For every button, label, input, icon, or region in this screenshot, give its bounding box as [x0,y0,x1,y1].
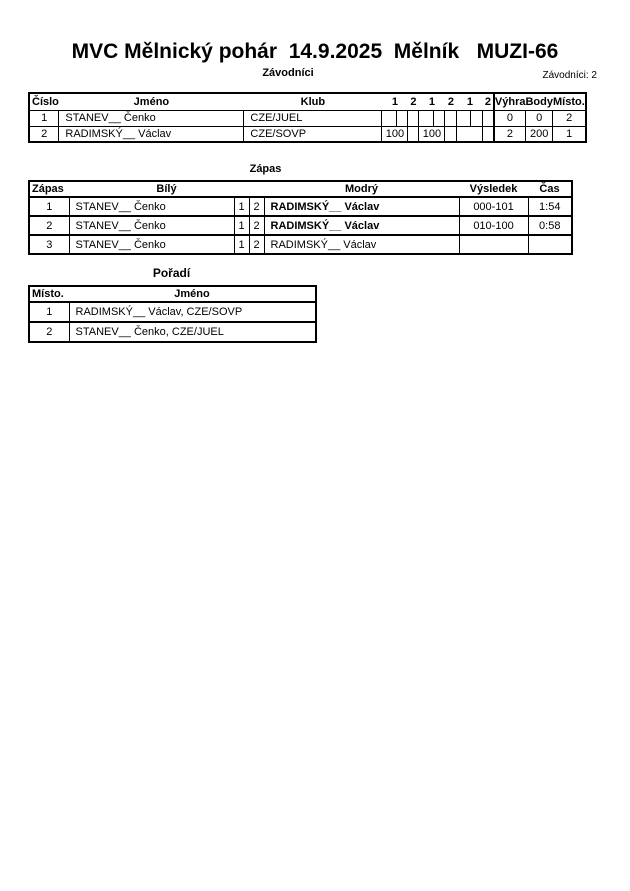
col-place: Místo. [29,286,69,302]
col-name: Jméno [59,93,244,110]
score-cell [408,110,419,126]
competitor-place: 1 [553,126,586,142]
white-competitor: STANEV__ Čenko [69,197,234,216]
match-number: 3 [29,235,69,254]
col-result: Výsledek [459,181,528,197]
match-time [528,235,572,254]
match-time: 0:58 [528,216,572,235]
standing-name: RADIMSKÝ__ Václav, CZE/SOVP [69,302,316,322]
blue-competitor: RADIMSKÝ__ Václav [264,235,459,254]
competitors-table [28,92,587,143]
col-place: Místo. [553,93,586,110]
competitors-count: Závodníci: 2 [542,70,597,81]
col-round-1: 1 [382,93,408,110]
marker-2: 2 [249,216,264,235]
score-cell [445,110,457,126]
matches-table [28,180,573,255]
col-blue: Modrý [264,181,459,197]
col-name: Jméno [69,286,316,302]
match-row [29,197,572,216]
col-white: Bílý [69,181,264,197]
standing-name: STANEV__ Čenko, CZE/JUEL [69,322,316,342]
score-cell [419,110,434,126]
matches-header-row [29,181,572,197]
score-cell [457,110,471,126]
score-cell [382,110,397,126]
marker-1: 1 [234,197,249,216]
marker-2: 2 [249,197,264,216]
score-cell [457,126,483,142]
competitor-name: STANEV__ Čenko [59,110,244,126]
competitor-place: 2 [553,110,586,126]
standing-place: 2 [29,322,69,342]
score-cell: 100 [382,126,408,142]
competitor-club: CZE/JUEL [244,110,382,126]
score-cell [445,126,457,142]
score-cell [408,126,419,142]
match-number: 2 [29,216,69,235]
match-time: 1:54 [528,197,572,216]
score-cell [397,110,408,126]
col-round-4: 2 [445,93,457,110]
match-result [459,235,528,254]
white-competitor: STANEV__ Čenko [69,216,234,235]
score-cell: 100 [419,126,445,142]
standings-section-title: Pořadí [152,266,191,280]
score-cell [434,110,445,126]
standings-header-row [29,286,316,302]
col-time: Čas [528,181,572,197]
marker-2: 2 [249,235,264,254]
competitor-row [29,110,586,126]
competitor-name: RADIMSKÝ__ Václav [59,126,244,142]
match-number: 1 [29,197,69,216]
score-cell [471,110,483,126]
competitor-points: 200 [525,126,553,142]
match-result: 010-100 [459,216,528,235]
col-round-3: 1 [419,93,445,110]
page-title: MVC Mělnický pohár 14.9.2025 Mělník MUZI-66 [71,40,559,63]
competitor-number: 1 [29,110,59,126]
match-row [29,216,572,235]
matches-section-title: Zápas [249,163,282,175]
standings-table [28,285,317,343]
score-cell [483,126,494,142]
match-result: 000-101 [459,197,528,216]
blue-competitor: RADIMSKÝ__ Václav [264,216,459,235]
marker-1: 1 [234,235,249,254]
col-club: Klub [244,93,382,110]
col-match: Zápas [29,181,69,197]
competitor-club: CZE/SOVP [244,126,382,142]
standing-place: 1 [29,302,69,322]
standing-row [29,302,316,322]
competitor-number: 2 [29,126,59,142]
competitors-header-row [29,93,586,110]
competitors-section-title: Závodníci [262,67,314,79]
competitor-row [29,126,586,142]
competitor-wins: 2 [494,126,526,142]
standing-row [29,322,316,342]
col-number: Číslo [29,93,59,110]
blue-competitor: RADIMSKÝ__ Václav [264,197,459,216]
col-round-5: 1 [457,93,483,110]
col-points: Body [525,93,553,110]
white-competitor: STANEV__ Čenko [69,235,234,254]
score-cell [483,110,494,126]
col-round-6: 2 [483,93,494,110]
competitor-points: 0 [525,110,553,126]
marker-1: 1 [234,216,249,235]
col-round-2: 2 [408,93,419,110]
competitor-wins: 0 [494,110,526,126]
match-row [29,235,572,254]
col-wins: Výhra [494,93,526,110]
